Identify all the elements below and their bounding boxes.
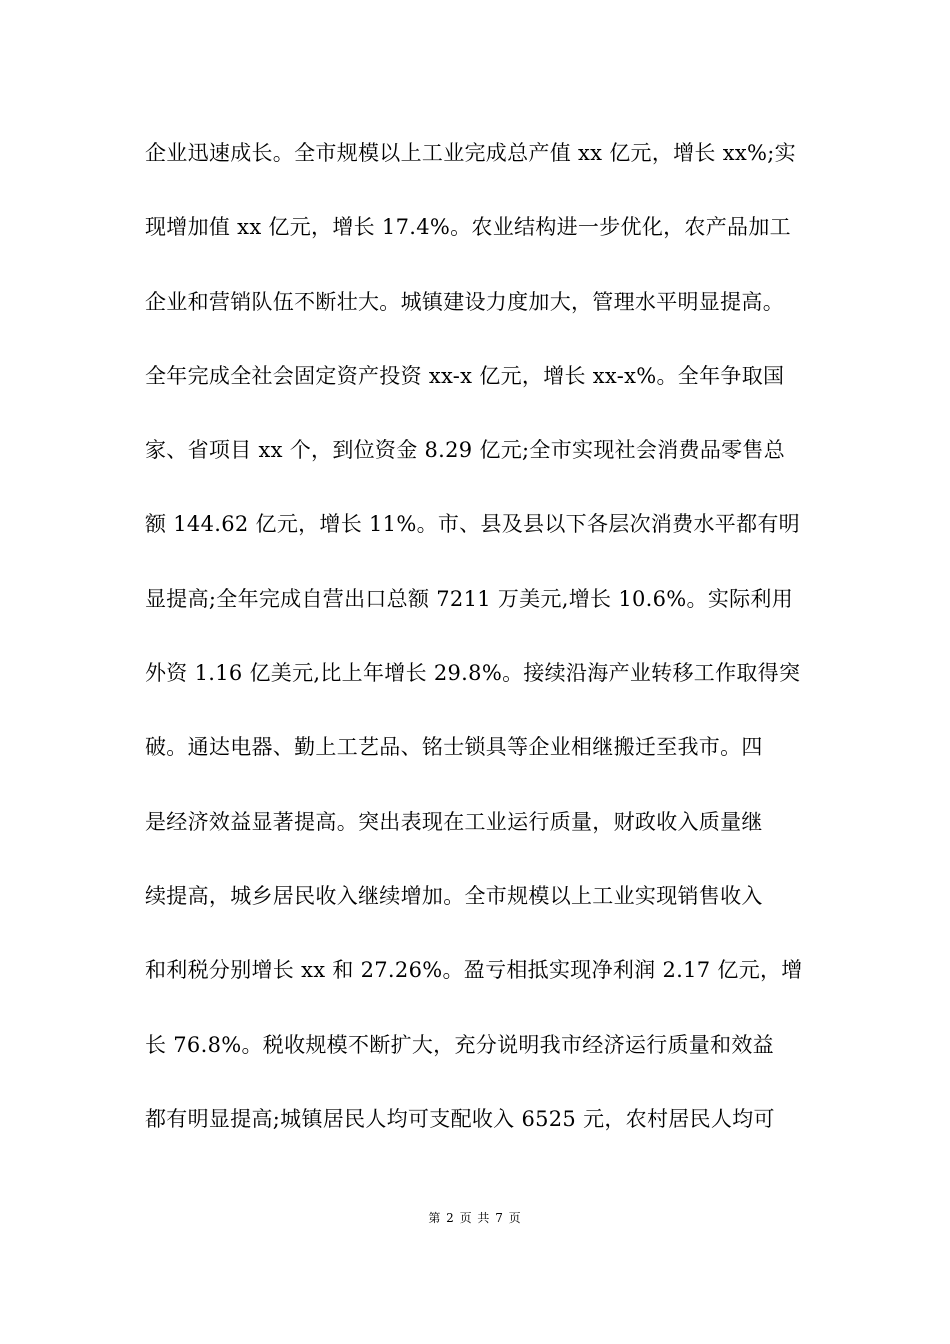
text-line: 现增加值 xx 亿元，增长 17.4%。农业结构进一步优化，农产品加工 xyxy=(145,215,791,240)
text-line: 和利税分别增长 xx 和 27.26%。盈亏相抵实现净利润 2.17 亿元，增 xyxy=(145,958,803,983)
text-line: 都有明显提高;城镇居民人均可支配收入 6525 元，农村居民人均可 xyxy=(145,1106,775,1131)
text-line: 破。通达电器、勤上工艺品、铭士锁具等企业相继搬迁至我市。四 xyxy=(145,735,763,760)
page-footer: 第 2 页 共 7 页 xyxy=(428,1211,522,1225)
text-line: 长 76.8%。税收规模不断扩大，充分说明我市经济运行质量和效益 xyxy=(145,1032,774,1057)
text-line: 显提高;全年完成自营出口总额 7211 万美元,增长 10.6%。实际利用 xyxy=(145,586,794,611)
text-line: 企业和营销队伍不断壮大。城镇建设力度加大，管理水平明显提高。 xyxy=(145,289,784,314)
text-line: 家、省项目 xx 个，到位资金 8.29 亿元;全市实现社会消费品零售总 xyxy=(145,438,786,463)
text-line: 是经济效益显著提高。突出表现在工业运行质量，财政收入质量继 xyxy=(145,809,763,834)
text-line: 企业迅速成长。全市规模以上工业完成总产值 xx 亿元，增长 xx%;实 xyxy=(145,141,796,165)
text-line: 额 144.62 亿元，增长 11%。市、县及县以下各层次消费水平都有明 xyxy=(145,512,800,537)
text-line: 续提高，城乡居民收入继续增加。全市规模以上工业实现销售收入 xyxy=(145,883,763,908)
body-text xyxy=(145,131,835,1171)
text-line: 外资 1.16 亿美元,比上年增长 29.8%。接续沿海产业转移工作取得突 xyxy=(145,661,801,686)
text-line: 全年完成全社会固定资产投资 xx-x 亿元，增长 xx-x%。全年争取国 xyxy=(145,363,785,388)
